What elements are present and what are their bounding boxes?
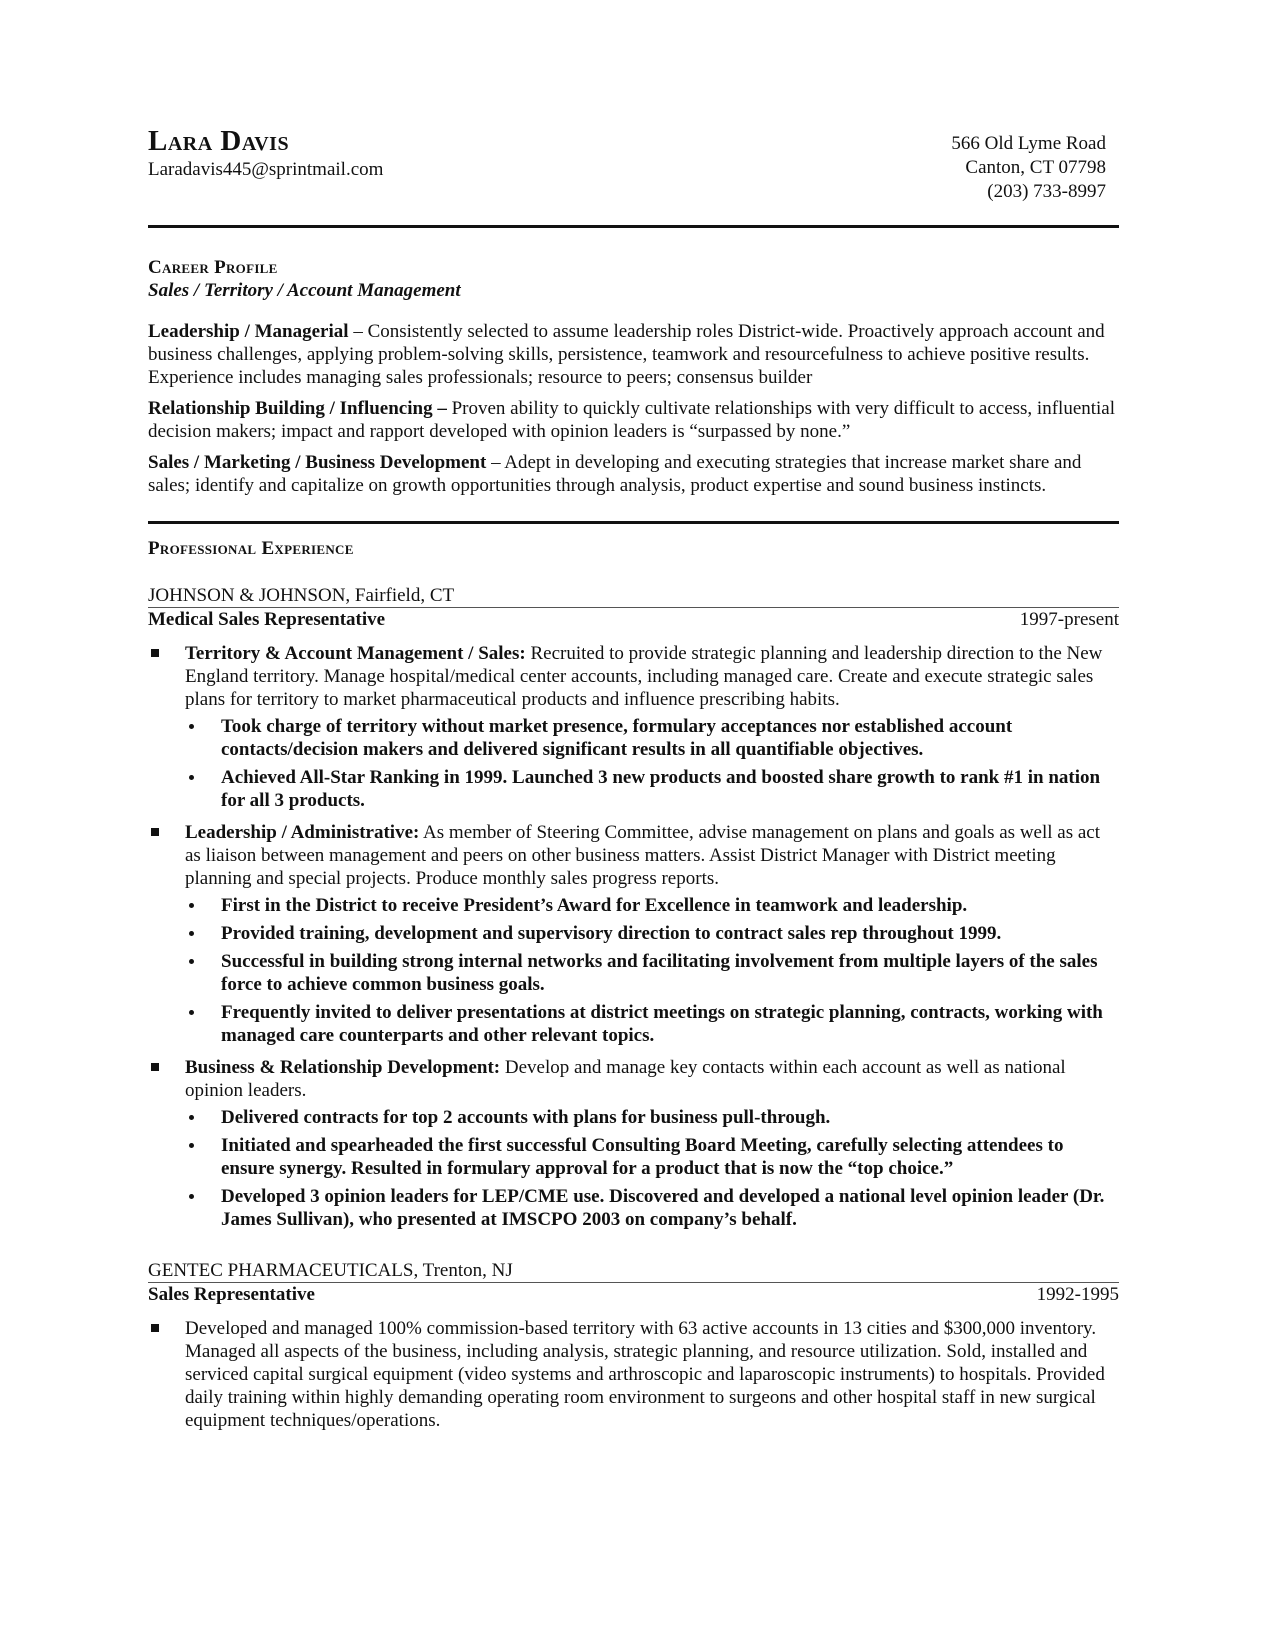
- achievement-list: [185, 715, 1119, 812]
- experience-section: [148, 537, 1119, 1432]
- responsibility-lead: Business & Relationship Development:: [185, 1057, 501, 1078]
- achievement-item: [185, 1106, 1119, 1129]
- job-responsibilities: [148, 642, 1119, 1231]
- job-entry: [148, 1259, 1119, 1432]
- achievement-text: Delivered contracts for top 2 accounts with plans for business pull-through.: [221, 1107, 831, 1128]
- responsibility-text: Develop and manage key contacts within each account as well as national opinion leaders.: [185, 1057, 1066, 1101]
- achievement-item: [185, 766, 1119, 812]
- achievement-item: [185, 1134, 1119, 1180]
- profile-item-text: – Consistently selected to assume leadership roles District-wide. Proactively approach account and business challenges, applying problem-solving skills, persistence, teamwork and resourcefulness to achieve positive results. Experience includes managing sales professionals; resource to peers; consensus builder: [148, 321, 1105, 388]
- round-bullet-icon: [189, 775, 194, 780]
- contact-address: [951, 132, 1106, 204]
- achievement-text: Frequently invited to deliver presentations at district meetings on strategic planning, contracts, working with managed care counterparts and other relevant topics.: [221, 1002, 1103, 1046]
- achievement-list: [185, 1106, 1119, 1231]
- job-company: GENTEC PHARMACEUTICALS, Trenton, NJ: [148, 1260, 513, 1281]
- achievement-item: [185, 922, 1119, 945]
- achievement-text: Provided training, development and supervisory direction to contract sales rep throughout 1999.: [221, 923, 1002, 944]
- phone-number: (203) 733-8997: [987, 181, 1106, 202]
- job-role: Medical Sales Representative: [148, 609, 386, 630]
- responsibility-text: As member of Steering Committee, advise management on plans and goals as well as act as liaison between management and peers on other business matters. Assist District Manager with District meeting planning and special projects. Produce monthly sales progress reports.: [185, 822, 1101, 889]
- job-entry: [148, 584, 1119, 1231]
- career-profile-section: [148, 256, 1119, 497]
- responsibility-text: Recruited to provide strategic planning and leadership direction to the New England territory. Manage hospital/medical center accounts, including managed care. Create and execute strategic sales plans for territory to market pharmaceutical products and influence prescribing habits.: [185, 643, 1103, 710]
- profile-item: [148, 320, 1119, 389]
- round-bullet-icon: [189, 1143, 194, 1148]
- email-address: Laradavis445@sprintmail.com: [148, 159, 384, 180]
- header-divider: [148, 225, 1119, 228]
- square-bullet-icon: [151, 828, 159, 836]
- achievement-item: [185, 950, 1119, 996]
- job-dates: 1992-1995: [1036, 1284, 1119, 1305]
- profile-item-text: – Adept in developing and executing strategies that increase market share and sales; identify and capitalize on growth opportunities through analysis, product expertise and sound business instincts.: [148, 452, 1082, 496]
- profile-item-lead: Relationship Building / Influencing –: [148, 398, 447, 419]
- achievement-list: [185, 894, 1119, 1047]
- round-bullet-icon: [189, 1115, 194, 1120]
- round-bullet-icon: [189, 903, 194, 908]
- achievement-item: [185, 715, 1119, 761]
- address-line-2: Canton, CT 07798: [965, 157, 1106, 178]
- responsibility-item: [148, 821, 1119, 1047]
- achievement-text: Took charge of territory without market presence, formulary acceptances nor established account contacts/decision makers and delivered significant results in all quantifiable objectives.: [221, 716, 1013, 760]
- achievement-text: Initiated and spearheaded the first successful Consulting Board Meeting, carefully selecting attendees to ensure synergy. Resulted in formulary approval for a product that is now the “top choice.”: [221, 1135, 1064, 1179]
- achievement-item: [185, 1185, 1119, 1231]
- achievement-text: Achieved All-Star Ranking in 1999. Launched 3 new products and boosted share growth to rank #1 in nation for all 3 products.: [221, 767, 1101, 811]
- profile-item-text: Proven ability to quickly cultivate relationships with very difficult to access, influential decision makers; impact and rapport developed with opinion leaders is “surpassed by none.”: [148, 398, 1116, 442]
- responsibility-item: [148, 1317, 1119, 1432]
- address-line-1: 566 Old Lyme Road: [951, 133, 1106, 154]
- resume-page: [148, 124, 1119, 1432]
- square-bullet-icon: [151, 649, 159, 657]
- round-bullet-icon: [189, 1010, 194, 1015]
- job-role-row: [148, 608, 1119, 631]
- square-bullet-icon: [151, 1324, 159, 1332]
- round-bullet-icon: [189, 931, 194, 936]
- profile-item-lead: Leadership / Managerial: [148, 321, 349, 342]
- career-profile-subtitle: Sales / Territory / Account Management: [148, 280, 461, 301]
- round-bullet-icon: [189, 1194, 194, 1199]
- job-dates: 1997-present: [1019, 609, 1119, 630]
- resume-header: [148, 124, 1119, 202]
- square-bullet-icon: [151, 1063, 159, 1071]
- round-bullet-icon: [189, 959, 194, 964]
- career-profile-title: Career Profile: [148, 257, 278, 278]
- profile-item: [148, 451, 1119, 497]
- profile-divider: [148, 521, 1119, 524]
- responsibility-text: Developed and managed 100% commission-based territory with 63 active accounts in 13 cities and $300,000 inventory. Managed all aspects of the business, including analysis, strategic planning, and resource utilization. Sold, installed and serviced capital surgical equipment (video systems and arthroscopic and laparoscopic instruments) to hospitals. Provided daily training within highly demanding operating room environment to surgeons and other hospital staff in new surgical equipment techniques/operations.: [185, 1318, 1105, 1431]
- achievement-text: Developed 3 opinion leaders for LEP/CME use. Discovered and developed a national level opinion leader (Dr. James Sullivan), who presented at IMSCPO 2003 on company’s behalf.: [221, 1186, 1105, 1230]
- achievement-text: First in the District to receive President’s Award for Excellence in teamwork and leadership.: [221, 895, 968, 916]
- responsibility-item: [148, 1056, 1119, 1231]
- job-role-row: [148, 1283, 1119, 1306]
- candidate-name: Lara Davis: [148, 125, 290, 157]
- job-role: Sales Representative: [148, 1284, 315, 1305]
- achievement-item: [185, 1001, 1119, 1047]
- profile-item-lead: Sales / Marketing / Business Development: [148, 452, 487, 473]
- achievement-text: Successful in building strong internal networks and facilitating involvement from multiple layers of the sales force to achieve common business goals.: [221, 951, 1098, 995]
- job-company: JOHNSON & JOHNSON, Fairfield, CT: [148, 585, 455, 606]
- responsibility-item: [148, 642, 1119, 812]
- responsibility-lead: Territory & Account Management / Sales:: [185, 643, 526, 664]
- round-bullet-icon: [189, 724, 194, 729]
- job-responsibilities: [148, 1317, 1119, 1432]
- profile-item: [148, 397, 1119, 443]
- responsibility-lead: Leadership / Administrative:: [185, 822, 420, 843]
- experience-title: Professional Experience: [148, 538, 354, 559]
- achievement-item: [185, 894, 1119, 917]
